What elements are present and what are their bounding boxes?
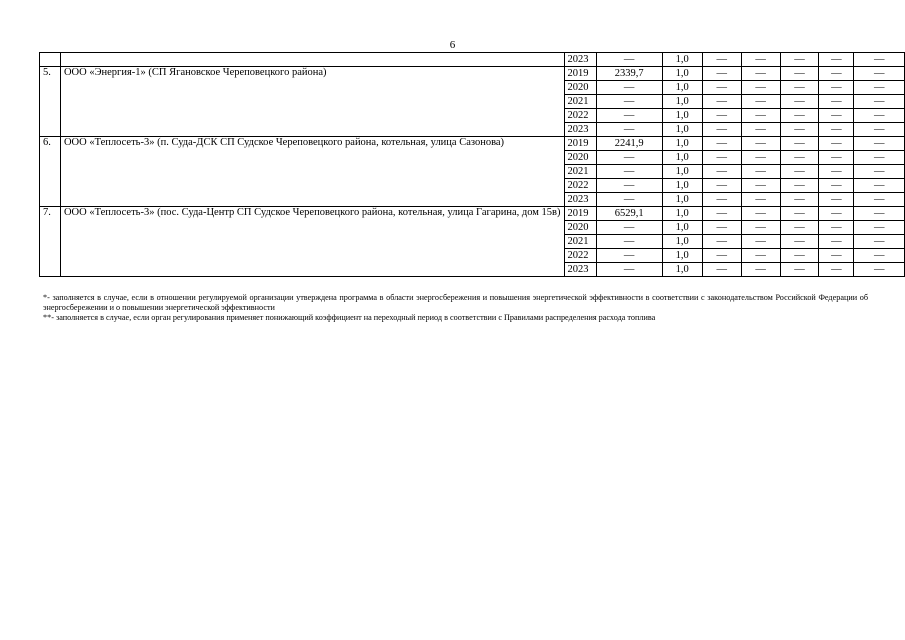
dash-cell: — — [780, 193, 819, 207]
dash-cell: — — [780, 67, 819, 81]
organization-cell: ООО «Теплосеть-3» (пос. Суда-Центр СП Судское Череповецкого района, котельная, улица Гагарина, дом 15в) — [60, 207, 564, 277]
coefficient-cell: 1,0 — [662, 207, 702, 221]
footnotes — [43, 293, 868, 323]
table-row — [40, 67, 905, 81]
dash-cell: — — [819, 235, 854, 249]
value-cell: — — [596, 235, 662, 249]
dash-cell: — — [741, 67, 780, 81]
dash-cell: — — [780, 53, 819, 67]
dash-cell: — — [819, 137, 854, 151]
footnote-energy-saving: *- заполняется в случае, если в отношении регулируемой организации утверждена программа в области энергосбережения и повышения энергетической эффективности в соответствии с законодательством Российской Федерации об энергосбережении и о повышении энергетической эффективности — [43, 293, 868, 312]
dash-cell: — — [702, 221, 741, 235]
dash-cell: — — [819, 81, 854, 95]
dash-cell: — — [741, 207, 780, 221]
value-cell: — — [596, 249, 662, 263]
dash-cell: — — [819, 95, 854, 109]
dash-cell: — — [854, 263, 905, 277]
year-cell: 2022 — [564, 249, 596, 263]
dash-cell: — — [741, 123, 780, 137]
dash-cell: — — [854, 109, 905, 123]
dash-cell: — — [819, 53, 854, 67]
value-cell: 2339,7 — [596, 67, 662, 81]
dash-cell: — — [780, 123, 819, 137]
page-number: 6 — [449, 39, 456, 51]
year-cell: 2021 — [564, 235, 596, 249]
dash-cell: — — [819, 179, 854, 193]
dash-cell: — — [854, 249, 905, 263]
year-cell: 2019 — [564, 207, 596, 221]
year-cell: 2020 — [564, 221, 596, 235]
row-number-cell: 7. — [40, 207, 61, 277]
dash-cell: — — [819, 263, 854, 277]
dash-cell: — — [819, 151, 854, 165]
coefficient-cell: 1,0 — [662, 53, 702, 67]
dash-cell: — — [702, 53, 741, 67]
year-cell: 2023 — [564, 53, 596, 67]
table-body — [40, 53, 905, 277]
dash-cell: — — [741, 95, 780, 109]
dash-cell: — — [854, 235, 905, 249]
dash-cell: — — [819, 221, 854, 235]
coefficient-cell: 1,0 — [662, 263, 702, 277]
value-cell: — — [596, 95, 662, 109]
year-cell: 2021 — [564, 165, 596, 179]
dash-cell: — — [854, 179, 905, 193]
dash-cell: — — [702, 95, 741, 109]
dash-cell: — — [780, 165, 819, 179]
dash-cell: — — [854, 193, 905, 207]
dash-cell: — — [702, 151, 741, 165]
dash-cell: — — [741, 249, 780, 263]
dash-cell: — — [702, 109, 741, 123]
year-cell: 2021 — [564, 95, 596, 109]
dash-cell: — — [741, 193, 780, 207]
dash-cell: — — [780, 207, 819, 221]
dash-cell: — — [741, 53, 780, 67]
dash-cell: — — [854, 81, 905, 95]
dash-cell: — — [780, 179, 819, 193]
coefficient-cell: 1,0 — [662, 137, 702, 151]
coefficient-cell: 1,0 — [662, 193, 702, 207]
dash-cell: — — [702, 263, 741, 277]
value-cell: — — [596, 165, 662, 179]
year-cell: 2023 — [564, 263, 596, 277]
year-cell: 2023 — [564, 123, 596, 137]
value-cell: — — [596, 221, 662, 235]
year-cell: 2020 — [564, 81, 596, 95]
tariff-table — [39, 52, 905, 277]
dash-cell: — — [702, 193, 741, 207]
year-cell: 2019 — [564, 137, 596, 151]
coefficient-cell: 1,0 — [662, 109, 702, 123]
dash-cell: — — [854, 207, 905, 221]
coefficient-cell: 1,0 — [662, 221, 702, 235]
dash-cell: — — [854, 137, 905, 151]
dash-cell: — — [741, 165, 780, 179]
value-cell: — — [596, 179, 662, 193]
organization-cell — [60, 53, 564, 67]
dash-cell: — — [741, 109, 780, 123]
value-cell: — — [596, 109, 662, 123]
dash-cell: — — [819, 123, 854, 137]
dash-cell: — — [854, 67, 905, 81]
row-number-cell: 6. — [40, 137, 61, 207]
dash-cell: — — [780, 137, 819, 151]
dash-cell: — — [854, 221, 905, 235]
value-cell: — — [596, 193, 662, 207]
table-row — [40, 53, 905, 67]
dash-cell: — — [741, 81, 780, 95]
dash-cell: — — [854, 95, 905, 109]
dash-cell: — — [819, 207, 854, 221]
dash-cell: — — [780, 249, 819, 263]
dash-cell: — — [741, 235, 780, 249]
coefficient-cell: 1,0 — [662, 235, 702, 249]
value-cell: 2241,9 — [596, 137, 662, 151]
dash-cell: — — [819, 165, 854, 179]
value-cell: — — [596, 123, 662, 137]
dash-cell: — — [819, 193, 854, 207]
coefficient-cell: 1,0 — [662, 67, 702, 81]
dash-cell: — — [702, 67, 741, 81]
table-row — [40, 137, 905, 151]
dash-cell: — — [780, 81, 819, 95]
organization-cell: ООО «Энергия-1» (СП Ягановское Череповецкого района) — [60, 67, 564, 137]
dash-cell: — — [819, 67, 854, 81]
dash-cell: — — [854, 151, 905, 165]
year-cell: 2023 — [564, 193, 596, 207]
dash-cell: — — [741, 263, 780, 277]
dash-cell: — — [702, 165, 741, 179]
coefficient-cell: 1,0 — [662, 123, 702, 137]
footnote-reduction-coefficient: **- заполняется в случае, если орган регулирования применяет понижающий коэффициент на переходный период в соответствии с Правилами распределения расхода топлива — [43, 313, 656, 322]
year-cell: 2022 — [564, 109, 596, 123]
dash-cell: — — [702, 179, 741, 193]
dash-cell: — — [702, 81, 741, 95]
coefficient-cell: 1,0 — [662, 165, 702, 179]
dash-cell: — — [780, 235, 819, 249]
coefficient-cell: 1,0 — [662, 95, 702, 109]
year-cell: 2019 — [564, 67, 596, 81]
dash-cell: — — [780, 109, 819, 123]
dash-cell: — — [702, 249, 741, 263]
dash-cell: — — [780, 221, 819, 235]
coefficient-cell: 1,0 — [662, 179, 702, 193]
year-cell: 2020 — [564, 151, 596, 165]
dash-cell: — — [741, 137, 780, 151]
dash-cell: — — [819, 109, 854, 123]
dash-cell: — — [819, 249, 854, 263]
table-row — [40, 207, 905, 221]
value-cell: — — [596, 151, 662, 165]
dash-cell: — — [854, 123, 905, 137]
dash-cell: — — [780, 151, 819, 165]
value-cell: — — [596, 53, 662, 67]
coefficient-cell: 1,0 — [662, 249, 702, 263]
dash-cell: — — [741, 221, 780, 235]
dash-cell: — — [780, 263, 819, 277]
year-cell: 2022 — [564, 179, 596, 193]
organization-cell: ООО «Теплосеть-3» (п. Суда-ДСК СП Судское Череповецкого района, котельная, улица Сазонова) — [60, 137, 564, 207]
dash-cell: — — [702, 235, 741, 249]
dash-cell: — — [741, 179, 780, 193]
dash-cell: — — [854, 53, 905, 67]
coefficient-cell: 1,0 — [662, 81, 702, 95]
dash-cell: — — [741, 151, 780, 165]
dash-cell: — — [854, 165, 905, 179]
value-cell: — — [596, 263, 662, 277]
value-cell: 6529,1 — [596, 207, 662, 221]
dash-cell: — — [702, 207, 741, 221]
coefficient-cell: 1,0 — [662, 151, 702, 165]
row-number-cell: 5. — [40, 67, 61, 137]
value-cell: — — [596, 81, 662, 95]
dash-cell: — — [702, 123, 741, 137]
dash-cell: — — [780, 95, 819, 109]
dash-cell: — — [702, 137, 741, 151]
row-number-cell — [40, 53, 61, 67]
